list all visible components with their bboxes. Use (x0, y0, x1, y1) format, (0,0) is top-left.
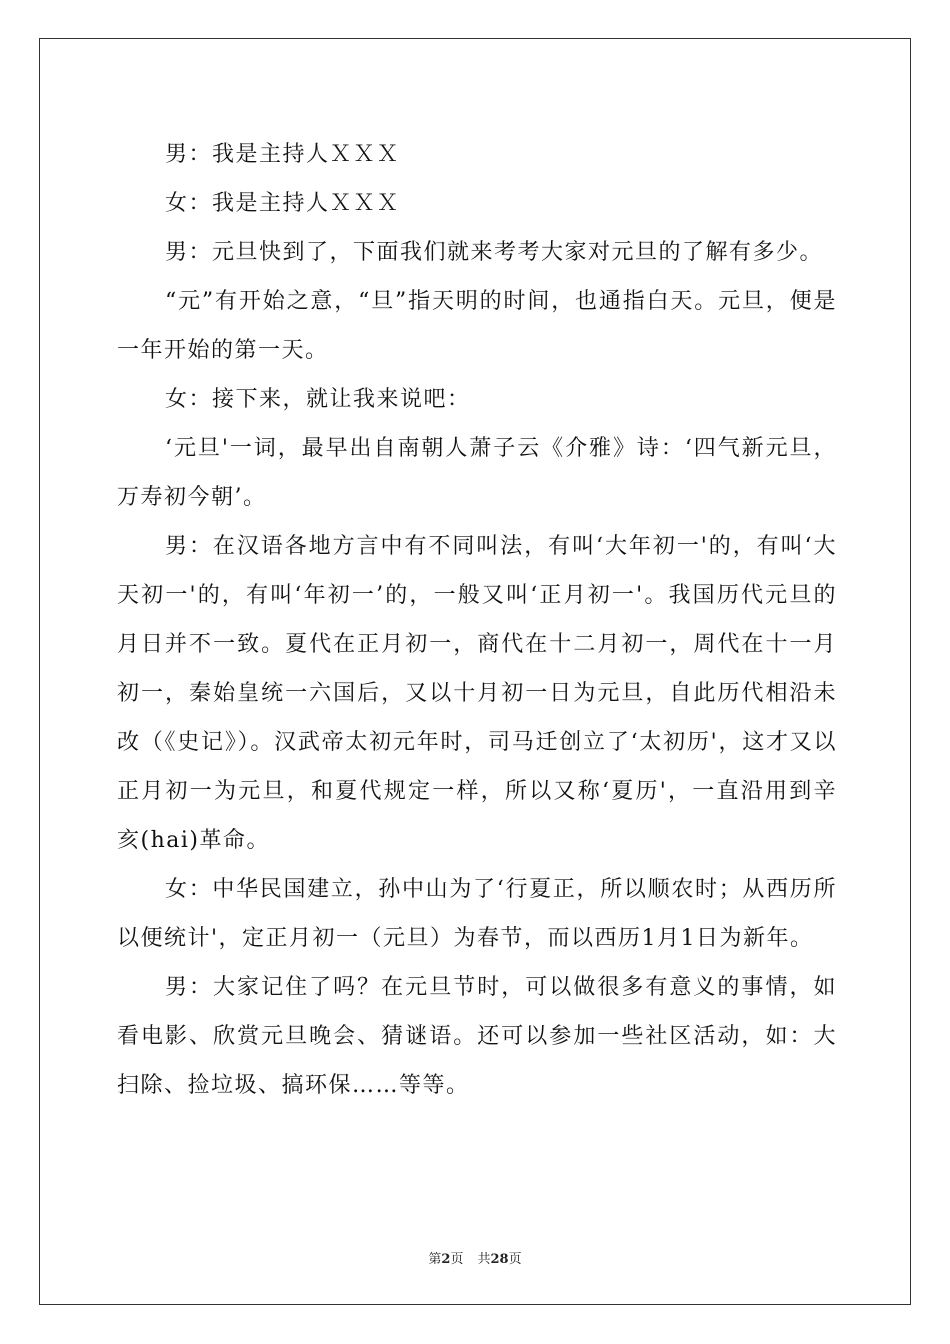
footer-total-number: 28 (490, 1252, 509, 1267)
document-body (117, 130, 837, 1110)
paragraph-origin: ‘元旦'一词，最早出自南朝人萧子云《介雅》诗：‘四气新元旦，万寿初今朝’。 (117, 436, 837, 510)
footer-page-number: 2 (441, 1252, 451, 1267)
footer-total-prefix: 共 (477, 1252, 491, 1267)
footer-total-suffix: 页 (508, 1252, 522, 1267)
footer-page-suffix: 页 (450, 1252, 464, 1267)
paragraph-host-intro-female: 女：我是主持人ＸＸＸ (165, 191, 401, 216)
paragraph-quiz-intro: 男：元旦快到了，下面我们就来考考大家对元旦的了解有多少。 (165, 240, 824, 265)
paragraph-female-next: 女：接下来，就让我来说吧： (165, 387, 471, 412)
paragraph-republic: 女：中华民国建立，孙中山为了‘行夏正，所以顺农时；从西历所以便统计'，定正月初一（元旦）为春节，而以西历1月1日为新年。 (117, 877, 837, 951)
paragraph-host-intro-male: 男：我是主持人ＸＸＸ (165, 142, 401, 167)
paragraph-activities: 男：大家记住了吗？在元旦节时，可以做很多有意义的事情，如看电影、欣赏元旦晚会、猜谜语。还可以参加一些社区活动，如：大扫除、捡垃圾、搞环保……等等。 (117, 975, 837, 1098)
paragraph-history: 男：在汉语各地方言中有不同叫法，有叫‘大年初一'的，有叫‘大天初一'的，有叫‘年初一’的，一般又叫‘正月初一'。我国历代元旦的月日并不一致。夏代在正月初一，商代在十二月初一，周代在十一月初一，秦始皇统一六国后，又以十月初一日为元旦，自此历代相沿未改（《史记》）。汉武帝太初元年时，司马迁创立了‘太初历'，这才又以正月初一为元旦，和夏代规定一样，所以又称‘夏历'，一直沿用到辛亥(hai)革命。 (117, 534, 837, 853)
footer-page-prefix: 第 (428, 1252, 442, 1267)
page-footer (0, 1248, 950, 1267)
paragraph-meaning: “元”有开始之意，“旦”指天明的时间，也通指白天。元旦，便是一年开始的第一天。 (117, 289, 837, 363)
